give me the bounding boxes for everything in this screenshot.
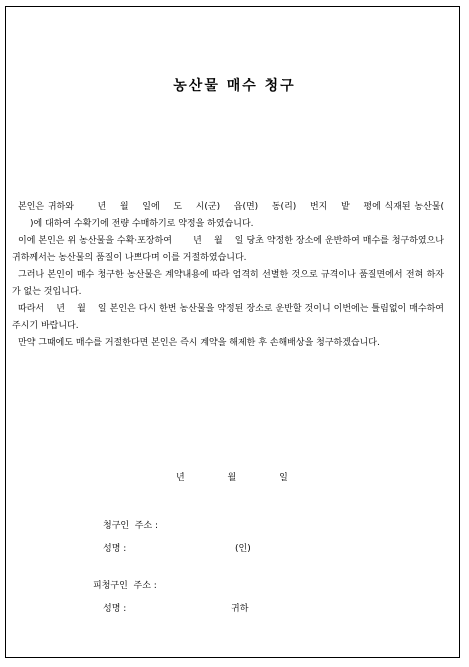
claimant-address-label: 청구인 주소 : bbox=[103, 521, 159, 531]
respondent-name-label: 성명 : bbox=[103, 604, 127, 614]
paragraph-3: 그러나 본인이 매수 청구한 농산물은 계약내용에 따라 엄격히 선별한 것으로 규격이나 품질면에서 전혀 하자가 없는 것입니다. bbox=[12, 270, 444, 297]
paragraph-1: 본인은 귀하와 년 월 일에 도 시(군) 읍(면) 동(리) 번지 밭 평에 식재된 농산물( )에 대하여 수확기에 전량 수매하기로 약정을 하였습니다. bbox=[12, 202, 444, 229]
claimant-seal: (인) bbox=[235, 544, 251, 554]
paragraph-5: 만약 그때에도 매수를 거절한다면 본인은 즉시 계약을 해제한 후 손해배상을 청구하겠습니다. bbox=[18, 338, 380, 348]
respondent-honorific: 귀하 bbox=[231, 604, 249, 614]
paragraph-2: 이에 본인은 위 농산물을 수확·포장하여 년 월 일 당초 약정한 장소에 운반하여 매수를 청구하였으나 귀하께서는 농산물의 품질이 나쁘다며 이를 거절하였습니다. bbox=[12, 236, 444, 263]
paragraph-4: 따라서 년 월 일 본인은 다시 한번 농산물을 약정된 장소로 운반할 것이니 이번에는 틀림없이 매수하여 주시기 바랍니다. bbox=[12, 304, 444, 331]
document-body bbox=[12, 199, 444, 352]
document-title: 농산물 매수 청구 bbox=[173, 78, 296, 94]
date-line: 년 월 일 bbox=[176, 473, 288, 483]
claimant-name-label: 성명 : bbox=[103, 544, 127, 554]
respondent-address-label: 피청구인 주소 : bbox=[93, 581, 157, 591]
